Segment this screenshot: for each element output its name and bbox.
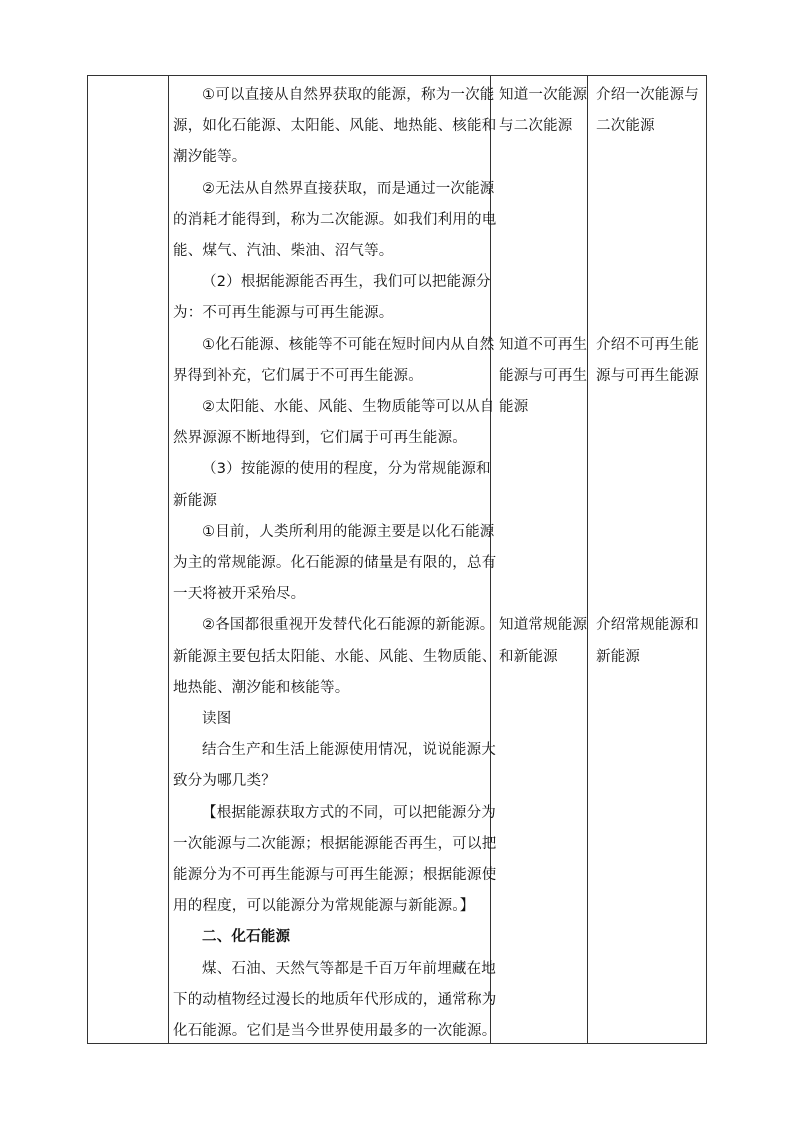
intent-line: 二次能源 [596,118,655,135]
content-line: 源，如化石能源、太阳能、风能、地热能、核能和 [173,118,497,135]
content-line: 为主的常规能源。化石能源的储量是有限的，总有 [173,555,497,571]
intent-line: 介绍常规能源和 [596,617,699,634]
goal-line: 知道一次能源 [499,87,588,103]
intent-line: 介绍不可再生能 [596,336,699,353]
content-line: 煤、石油、天然气等都是千百万年前埋藏在地 [202,960,496,977]
goal-line: 知道不可再生 [499,336,588,353]
goal-line: 能源 [499,399,529,415]
content-line: 一天将被开采殆尽。 [173,586,306,603]
goal-line: 知道常规能源 [499,617,588,634]
lesson-table [87,75,707,1044]
content-line: 下的动植物经过漫长的地质年代形成的，通常称为 [173,991,497,1008]
content-line: 能源分为不可再生能源与可再生能源；根据能源使 [173,867,497,883]
content-line: 地热能、潮汐能和核能等。 [173,679,350,696]
goal-line: 和新能源 [499,648,558,665]
content-line: 能、煤气、汽油、柴油、沼气等。 [173,243,394,259]
content-line: ①可以直接从自然界获取的能源，称为一次能 [202,87,495,103]
content-line: 潮汐能等。 [173,149,247,166]
content-line: ②各国都很重视开发替代化石能源的新能源。 [202,617,495,634]
content-line: 读图 [202,711,232,727]
content-line: 的消耗才能得到，称为二次能源。如我们利用的电 [173,211,497,228]
goal-line: 能源与可再生 [499,367,588,384]
column-divider [168,76,169,1043]
section-heading: 二、化石能源 [202,929,291,946]
content-line: 一次能源与二次能源；根据能源能否再生，可以把 [173,835,497,852]
goal-line: 与二次能源 [499,118,573,135]
content-line: 化石能源。它们是当今世界使用最多的一次能源。 [173,1023,497,1039]
content-line: 用的程度，可以能源分为常规能源与新能源。】 [173,898,475,915]
content-line: ①化石能源、核能等不可能在短时间内从自然 [202,336,495,353]
content-line: 新能源 [173,492,218,509]
content-line: （2）根据能源能否再生，我们可以把能源分 [202,274,491,291]
content-line: （3）按能源的使用的程度，分为常规能源和 [202,461,491,478]
content-line: ②太阳能、水能、风能、生物质能等可以从自 [202,399,495,415]
content-line: 【根据能源获取方式的不同，可以把能源分为 [202,804,496,821]
content-line: 致分为哪几类？ [173,773,276,790]
content-line: 然界源源不断地得到，它们属于可再生能源。 [173,430,467,447]
content-line: 为：不可再生能源与可再生能源。 [173,305,394,322]
content-line: 结合生产和生活上能源使用情况，说说能源大 [202,742,496,759]
column-divider [587,76,588,1043]
intent-line: 源与可再生能源 [596,367,699,384]
content-line: 界得到补充，它们属于不可再生能源。 [173,367,423,384]
content-line: ②无法从自然界直接获取，而是通过一次能源 [202,180,495,197]
intent-line: 介绍一次能源与 [596,87,699,103]
content-line: 新能源主要包括太阳能、水能、风能、生物质能、 [173,648,497,665]
content-line: ①目前，人类所利用的能源主要是以化石能源 [202,523,495,540]
intent-line: 新能源 [596,648,641,665]
